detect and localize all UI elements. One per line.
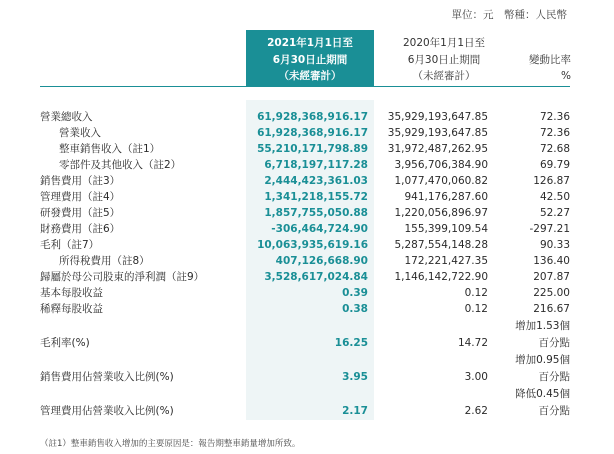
row-previous-value: 155,399,109.54 (404, 223, 488, 235)
table-row (0, 221, 614, 237)
row-previous-value: 0.12 (464, 287, 488, 299)
row-label: 基本每股收益 (40, 287, 103, 299)
row-change-value: 216.67 (533, 303, 570, 315)
row-previous-value: 3.00 (464, 371, 488, 383)
ratio-change-bottom: 百分點 (538, 337, 570, 349)
row-current-value: 6,718,197,117.28 (264, 159, 368, 171)
row-previous-value: 14.72 (457, 337, 488, 349)
row-change-value: 52.27 (539, 207, 570, 219)
header-current-period (246, 30, 374, 86)
row-previous-value: 35,929,193,647.85 (387, 111, 488, 123)
row-label: 毛利率(%) (40, 337, 90, 349)
row-label: 稀釋每股收益 (40, 303, 103, 315)
row-change-value: 72.36 (539, 111, 570, 123)
row-previous-value: 0.12 (464, 303, 488, 315)
ratio-change-bottom: 百分點 (538, 405, 570, 417)
row-label: 銷售費用佔營業收入比例(%) (40, 371, 174, 383)
header-change-line1: 變動比率 (529, 53, 571, 66)
row-change-value: 42.50 (539, 191, 570, 203)
row-label: 財務費用（註6） (40, 223, 121, 235)
header-divider (40, 86, 570, 87)
row-previous-value: 35,929,193,647.85 (387, 127, 488, 139)
row-label: 營業總收入 (40, 111, 93, 123)
ratio-change-top: 增加0.95個 (515, 354, 570, 366)
row-label: 整車銷售收入（註1） (59, 143, 161, 155)
row-label: 管理費用（註4） (40, 191, 121, 203)
row-current-value: 61,928,368,916.17 (257, 127, 368, 139)
ratio-row-change-top (0, 318, 614, 334)
ratio-change-top: 增加1.53個 (515, 320, 570, 332)
row-change-value: 225.00 (533, 287, 570, 299)
row-change-value: 72.68 (539, 143, 570, 155)
row-label: 營業收入 (59, 127, 101, 139)
row-previous-value: 2.62 (464, 405, 488, 417)
ratio-change-bottom: 百分點 (538, 371, 570, 383)
table-row (0, 205, 614, 221)
row-current-value: 16.25 (334, 337, 368, 349)
row-change-value: 207.87 (533, 271, 570, 283)
ratio-change-top: 降低0.45個 (515, 388, 570, 400)
row-current-value: 1,857,755,050.88 (264, 207, 368, 219)
row-previous-value: 3,956,706,384.90 (394, 159, 488, 171)
row-change-value: 126.87 (533, 175, 570, 187)
row-current-value: 2.17 (342, 405, 368, 417)
table-row (0, 157, 614, 173)
header-change-line2: % (561, 70, 571, 82)
row-label: 銷售費用（註3） (40, 175, 121, 187)
row-change-value: -297.21 (529, 223, 570, 235)
row-previous-value: 172,221,427.35 (404, 255, 488, 267)
row-change-value: 90.33 (539, 239, 570, 251)
unit-currency-line: 單位：元 幣種：人民幣 (451, 9, 567, 21)
row-current-value: 407,126,668.90 (275, 255, 368, 267)
table-row (0, 301, 614, 317)
table-row (0, 125, 614, 141)
row-current-value: 55,210,171,798.89 (257, 143, 368, 155)
row-current-value: -306,464,724.90 (271, 223, 368, 235)
header-change-ratio (505, 30, 571, 85)
row-current-value: 3,528,617,024.84 (264, 271, 368, 283)
row-change-value: 72.36 (539, 127, 570, 139)
table-row (0, 269, 614, 285)
row-label: 管理費用佔營業收入比例(%) (40, 405, 174, 417)
row-current-value: 0.39 (342, 287, 368, 299)
table-row (0, 141, 614, 157)
row-change-value: 69.79 (539, 159, 570, 171)
header-current-line3: （未經審計） (278, 70, 342, 82)
row-current-value: 3.95 (342, 371, 368, 383)
ratio-row-change-top (0, 386, 614, 402)
row-previous-value: 1,146,142,722.90 (394, 271, 488, 283)
row-change-value: 136.40 (533, 255, 570, 267)
row-current-value: 2,444,423,361.03 (264, 175, 368, 187)
row-previous-value: 1,220,056,896.97 (394, 207, 488, 219)
row-label: 研發費用（註5） (40, 207, 121, 219)
header-previous-period (380, 30, 508, 85)
table-row (0, 285, 614, 301)
header-previous-line2: 6月30日止期間 (407, 53, 481, 66)
table-row (0, 237, 614, 253)
table-row (0, 253, 614, 269)
table-row (0, 109, 614, 125)
row-label: 零部件及其他收入（註2） (59, 159, 182, 171)
row-previous-value: 941,176,287.60 (404, 191, 488, 203)
footnote: （註1）整車銷售收入增加的主要原因是：報告期整車銷量增加所致。 (40, 439, 301, 449)
header-previous-line3: （未經審計） (412, 70, 476, 82)
row-label: 歸屬於母公司股東的淨利潤（註9） (40, 271, 205, 283)
row-current-value: 61,928,368,916.17 (257, 111, 368, 123)
row-current-value: 10,063,935,619.16 (257, 239, 368, 251)
row-current-value: 0.38 (342, 303, 368, 315)
row-previous-value: 5,287,554,148.28 (394, 239, 488, 251)
ratio-row-change-top (0, 352, 614, 368)
table-row (0, 189, 614, 205)
header-previous-line1: 2020年1月1日至 (402, 37, 486, 49)
row-label: 所得稅費用（註8） (59, 255, 150, 267)
table-row (0, 173, 614, 189)
table-row (0, 369, 614, 385)
table-row (0, 403, 614, 419)
table-row (0, 335, 614, 351)
row-current-value: 1,341,218,155.72 (264, 191, 368, 203)
row-previous-value: 31,972,487,262.95 (387, 143, 488, 155)
row-label: 毛利（註7） (40, 239, 100, 251)
header-current-line2: 6月30日止期間 (272, 53, 348, 66)
header-current-line1: 2021年1月1日至 (267, 37, 353, 49)
row-previous-value: 1,077,470,060.82 (394, 175, 488, 187)
